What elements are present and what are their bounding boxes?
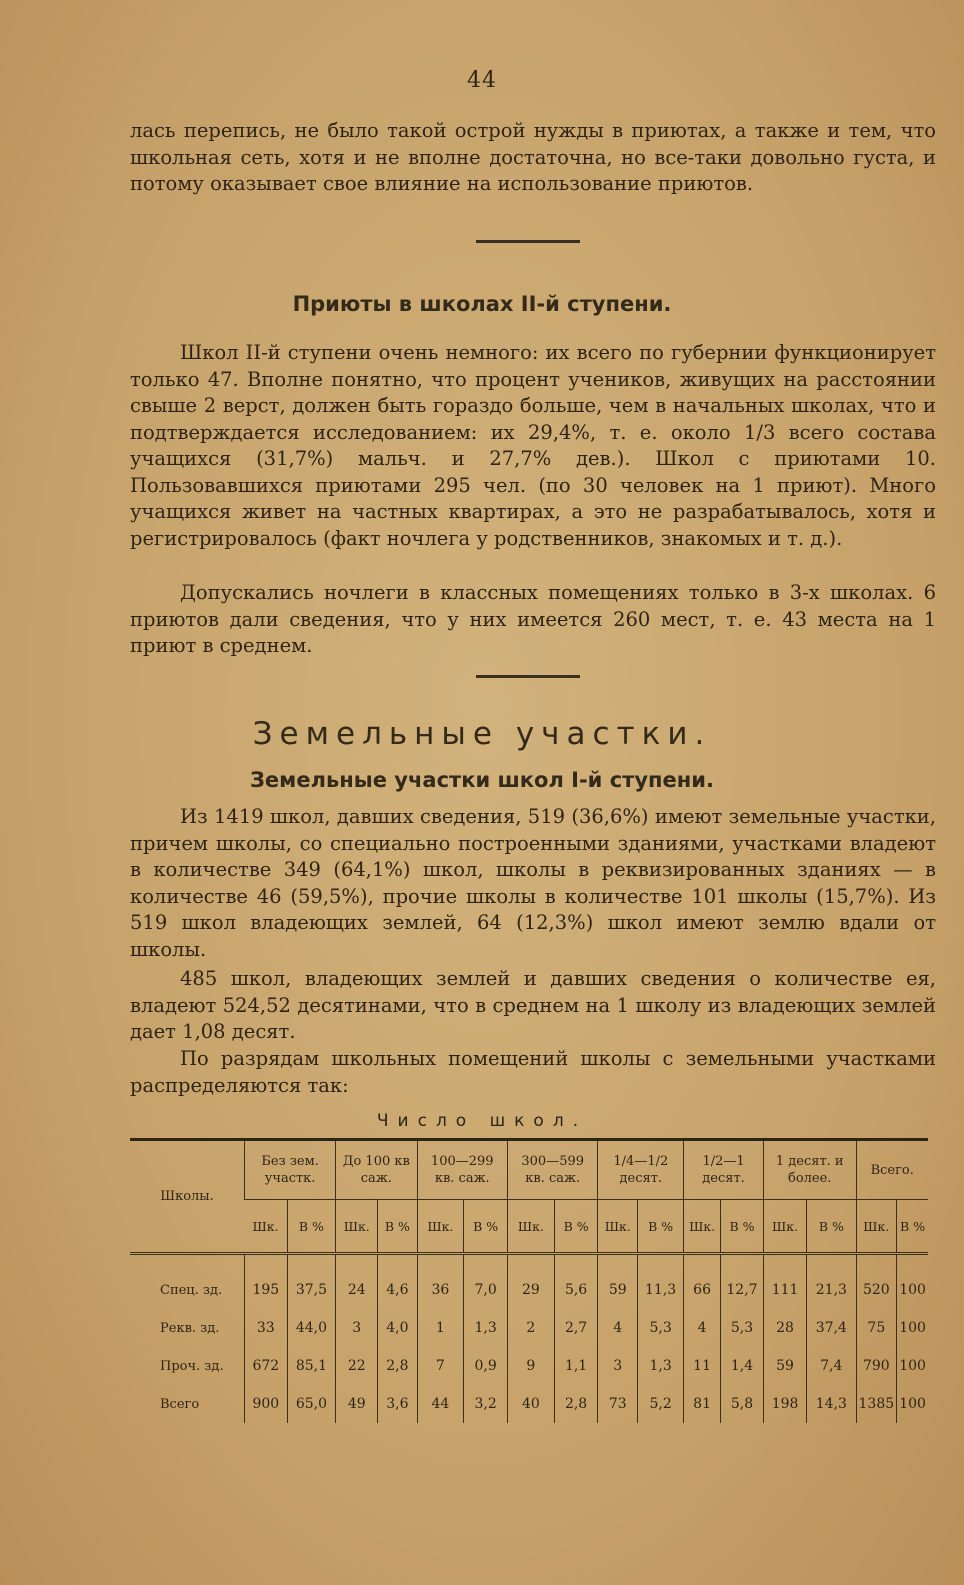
col-sub-schools: Шк. [245, 1200, 288, 1254]
table-cell: 44,0 [287, 1309, 336, 1347]
col-sub-percent: В % [287, 1200, 336, 1254]
table-cell: 65,0 [287, 1385, 336, 1423]
table-group-header-row [130, 1140, 928, 1200]
col-sub-schools: Шк. [336, 1200, 378, 1254]
section-subtitle-land: Земельные участки школ I-й ступени. [250, 768, 714, 792]
col-group-total: Всего. [856, 1140, 928, 1200]
table-cell: 3 [598, 1347, 638, 1385]
table-cell: 11,3 [638, 1254, 684, 1310]
col-sub-percent: В % [807, 1200, 856, 1254]
table-cell: 44 [417, 1385, 464, 1423]
table-cell: 195 [245, 1254, 288, 1310]
table-cell: 22 [336, 1347, 378, 1385]
table-cell: 73 [598, 1385, 638, 1423]
table-cell: 33 [245, 1309, 288, 1347]
table-cell: 11 [684, 1347, 721, 1385]
table-row [130, 1385, 928, 1423]
table-cell: 198 [763, 1385, 806, 1423]
col-group-half-one: 1/2—1 десят. [684, 1140, 764, 1200]
row-label: Всего [160, 1396, 200, 1412]
col-sub-schools: Шк. [598, 1200, 638, 1254]
table-cell: 100 [897, 1385, 928, 1423]
table-cell: 5,6 [554, 1254, 598, 1310]
table-cell: 3 [336, 1309, 378, 1347]
table-cell: 672 [245, 1347, 288, 1385]
table-row [130, 1309, 928, 1347]
col-sub-percent: В % [464, 1200, 508, 1254]
table-cell: 75 [856, 1309, 897, 1347]
table-cell: 100 [897, 1309, 928, 1347]
table-cell: 59 [763, 1347, 806, 1385]
table-cell: 100 [897, 1254, 928, 1310]
table-cell: 37,4 [807, 1309, 856, 1347]
table-cell: 4 [684, 1309, 721, 1347]
table-cell: 9 [507, 1347, 554, 1385]
col-sub-percent: В % [554, 1200, 598, 1254]
table-cell: 790 [856, 1347, 897, 1385]
table-cell: 7,0 [464, 1254, 508, 1310]
col-sub-percent: В % [378, 1200, 417, 1254]
table-cell: 1 [417, 1309, 464, 1347]
table-cell: 14,3 [807, 1385, 856, 1423]
table-cell: 5,3 [721, 1309, 764, 1347]
table-cell: 520 [856, 1254, 897, 1310]
table-cell: 5,8 [721, 1385, 764, 1423]
col-sub-schools: Шк. [684, 1200, 721, 1254]
table-cell: 29 [507, 1254, 554, 1310]
table-row [130, 1254, 928, 1310]
row-label: Спец. зд. [160, 1282, 223, 1298]
col-sub-percent: В % [638, 1200, 684, 1254]
table-cell: 1,3 [638, 1347, 684, 1385]
paragraph-land-2: 485 школ, владеющих землей и давших сведения о количестве ея, владеют 524,52 десятинами, что в среднем на 1 школу из владеющих землей дает 1,08 десят. [130, 967, 936, 1043]
table-cell: 12,7 [721, 1254, 764, 1310]
row-label: Рекв. зд. [160, 1320, 220, 1336]
table-cell: 4 [598, 1309, 638, 1347]
col-sub-percent: В % [897, 1200, 928, 1254]
col-sub-schools: Шк. [763, 1200, 806, 1254]
table-cell: 59 [598, 1254, 638, 1310]
paragraph-land-1: Из 1419 школ, давших сведения, 519 (36,6%) имеют земельные участки, причем школы, со специально построенными зданиями, участками владеют в количестве 349 (64,1%) школ, школы в реквизированных зданиях — в количестве 46 (59,5%), прочие школы в количестве 101 школы (15,7%). Из 519 школ владеющих землей, 64 (12,3%) школ имеют землю вдали от школы. [130, 805, 936, 961]
row-header-schools: Школы. [130, 1140, 245, 1254]
table-cell: 4,0 [378, 1309, 417, 1347]
table-cell: 36 [417, 1254, 464, 1310]
col-sub-schools: Шк. [417, 1200, 464, 1254]
table-cell: 66 [684, 1254, 721, 1310]
table-cell: 3,6 [378, 1385, 417, 1423]
section-divider [476, 240, 580, 243]
col-group-quarter-half: 1/4—1/2 десят. [598, 1140, 684, 1200]
intro-paragraph: лась перепись, не было такой острой нужды в приютах, а также и тем, что школьная сеть, хотя и не вполне достаточна, но все-таки довольно густа, и потому оказывает свое влияние на использование приютов. [130, 119, 936, 195]
table-cell: 2,7 [554, 1309, 598, 1347]
paragraph-ii-stage-2: Допускались ночлеги в классных помещениях только в 3-х школах. 6 приютов дали сведения, что у них имеется 260 мест, т. е. 43 места на 1 приют в среднем. [130, 581, 936, 657]
table-cell: 2,8 [378, 1347, 417, 1385]
table-cell: 4,6 [378, 1254, 417, 1310]
table-cell: 21,3 [807, 1254, 856, 1310]
col-sub-schools: Шк. [856, 1200, 897, 1254]
col-sub-schools: Шк. [507, 1200, 554, 1254]
table-cell: 37,5 [287, 1254, 336, 1310]
table-cell: 5,2 [638, 1385, 684, 1423]
col-group-one-plus: 1 десят. и более. [763, 1140, 856, 1200]
table-cell: 111 [763, 1254, 806, 1310]
table-cell: 24 [336, 1254, 378, 1310]
table-cell: 3,2 [464, 1385, 508, 1423]
section-heading-ii-stage: Приюты в школах II-й ступени. [292, 292, 672, 316]
paragraph-ii-stage-1: Школ II-й ступени очень немного: их всего по губернии функционирует только 47. Вполне понятно, что процент учеников, живущих на расстоянии свыше 2 верст, должен быть гораздо больше, чем в начальных школах, что и подтверждается исследованием: их 29,4%, т. е. около 1/3 всего состава учащихся (31,7%) мальч. и 27,7% дев.). Школ с приютами 10. Пользовавшихся приютами 295 чел. (по 30 человек на 1 приют). Много учащихся живет на частных квартирах, а это не разрабатывалось, хотя и регистрировалось (факт ночлега у родственников, знакомых и т. д.). [130, 341, 936, 550]
table-cell: 100 [897, 1347, 928, 1385]
section-title-land: Земельные участки. [252, 716, 712, 752]
section-divider [476, 675, 580, 678]
col-group-no-land: Без зем. участк. [245, 1140, 336, 1200]
table-caption: Число школ. [376, 1111, 588, 1131]
page-number: 44 [467, 68, 497, 93]
table-cell: 7 [417, 1347, 464, 1385]
table-cell: 2 [507, 1309, 554, 1347]
table-cell: 1385 [856, 1385, 897, 1423]
table-cell: 5,3 [638, 1309, 684, 1347]
row-label: Проч. зд. [160, 1358, 224, 1374]
table-cell: 0,9 [464, 1347, 508, 1385]
table-cell: 85,1 [287, 1347, 336, 1385]
col-sub-percent: В % [721, 1200, 764, 1254]
table-cell: 40 [507, 1385, 554, 1423]
table-cell: 1,4 [721, 1347, 764, 1385]
col-group-100-299: 100—299 кв. саж. [417, 1140, 507, 1200]
table-cell: 81 [684, 1385, 721, 1423]
land-plots-table [130, 1138, 928, 1423]
table-row [130, 1347, 928, 1385]
table-cell: 1,1 [554, 1347, 598, 1385]
table-body [130, 1254, 928, 1424]
paragraph-land-3: По разрядам школьных помещений школы с земельными участками распределяются так: [130, 1047, 936, 1097]
col-group-under-100: До 100 кв саж. [336, 1140, 417, 1200]
table-cell: 1,3 [464, 1309, 508, 1347]
table-cell: 900 [245, 1385, 288, 1423]
col-group-300-599: 300—599 кв. саж. [507, 1140, 597, 1200]
table-cell: 49 [336, 1385, 378, 1423]
table-cell: 28 [763, 1309, 806, 1347]
table-cell: 7,4 [807, 1347, 856, 1385]
table-sub-header-row [130, 1200, 928, 1254]
table-cell: 2,8 [554, 1385, 598, 1423]
